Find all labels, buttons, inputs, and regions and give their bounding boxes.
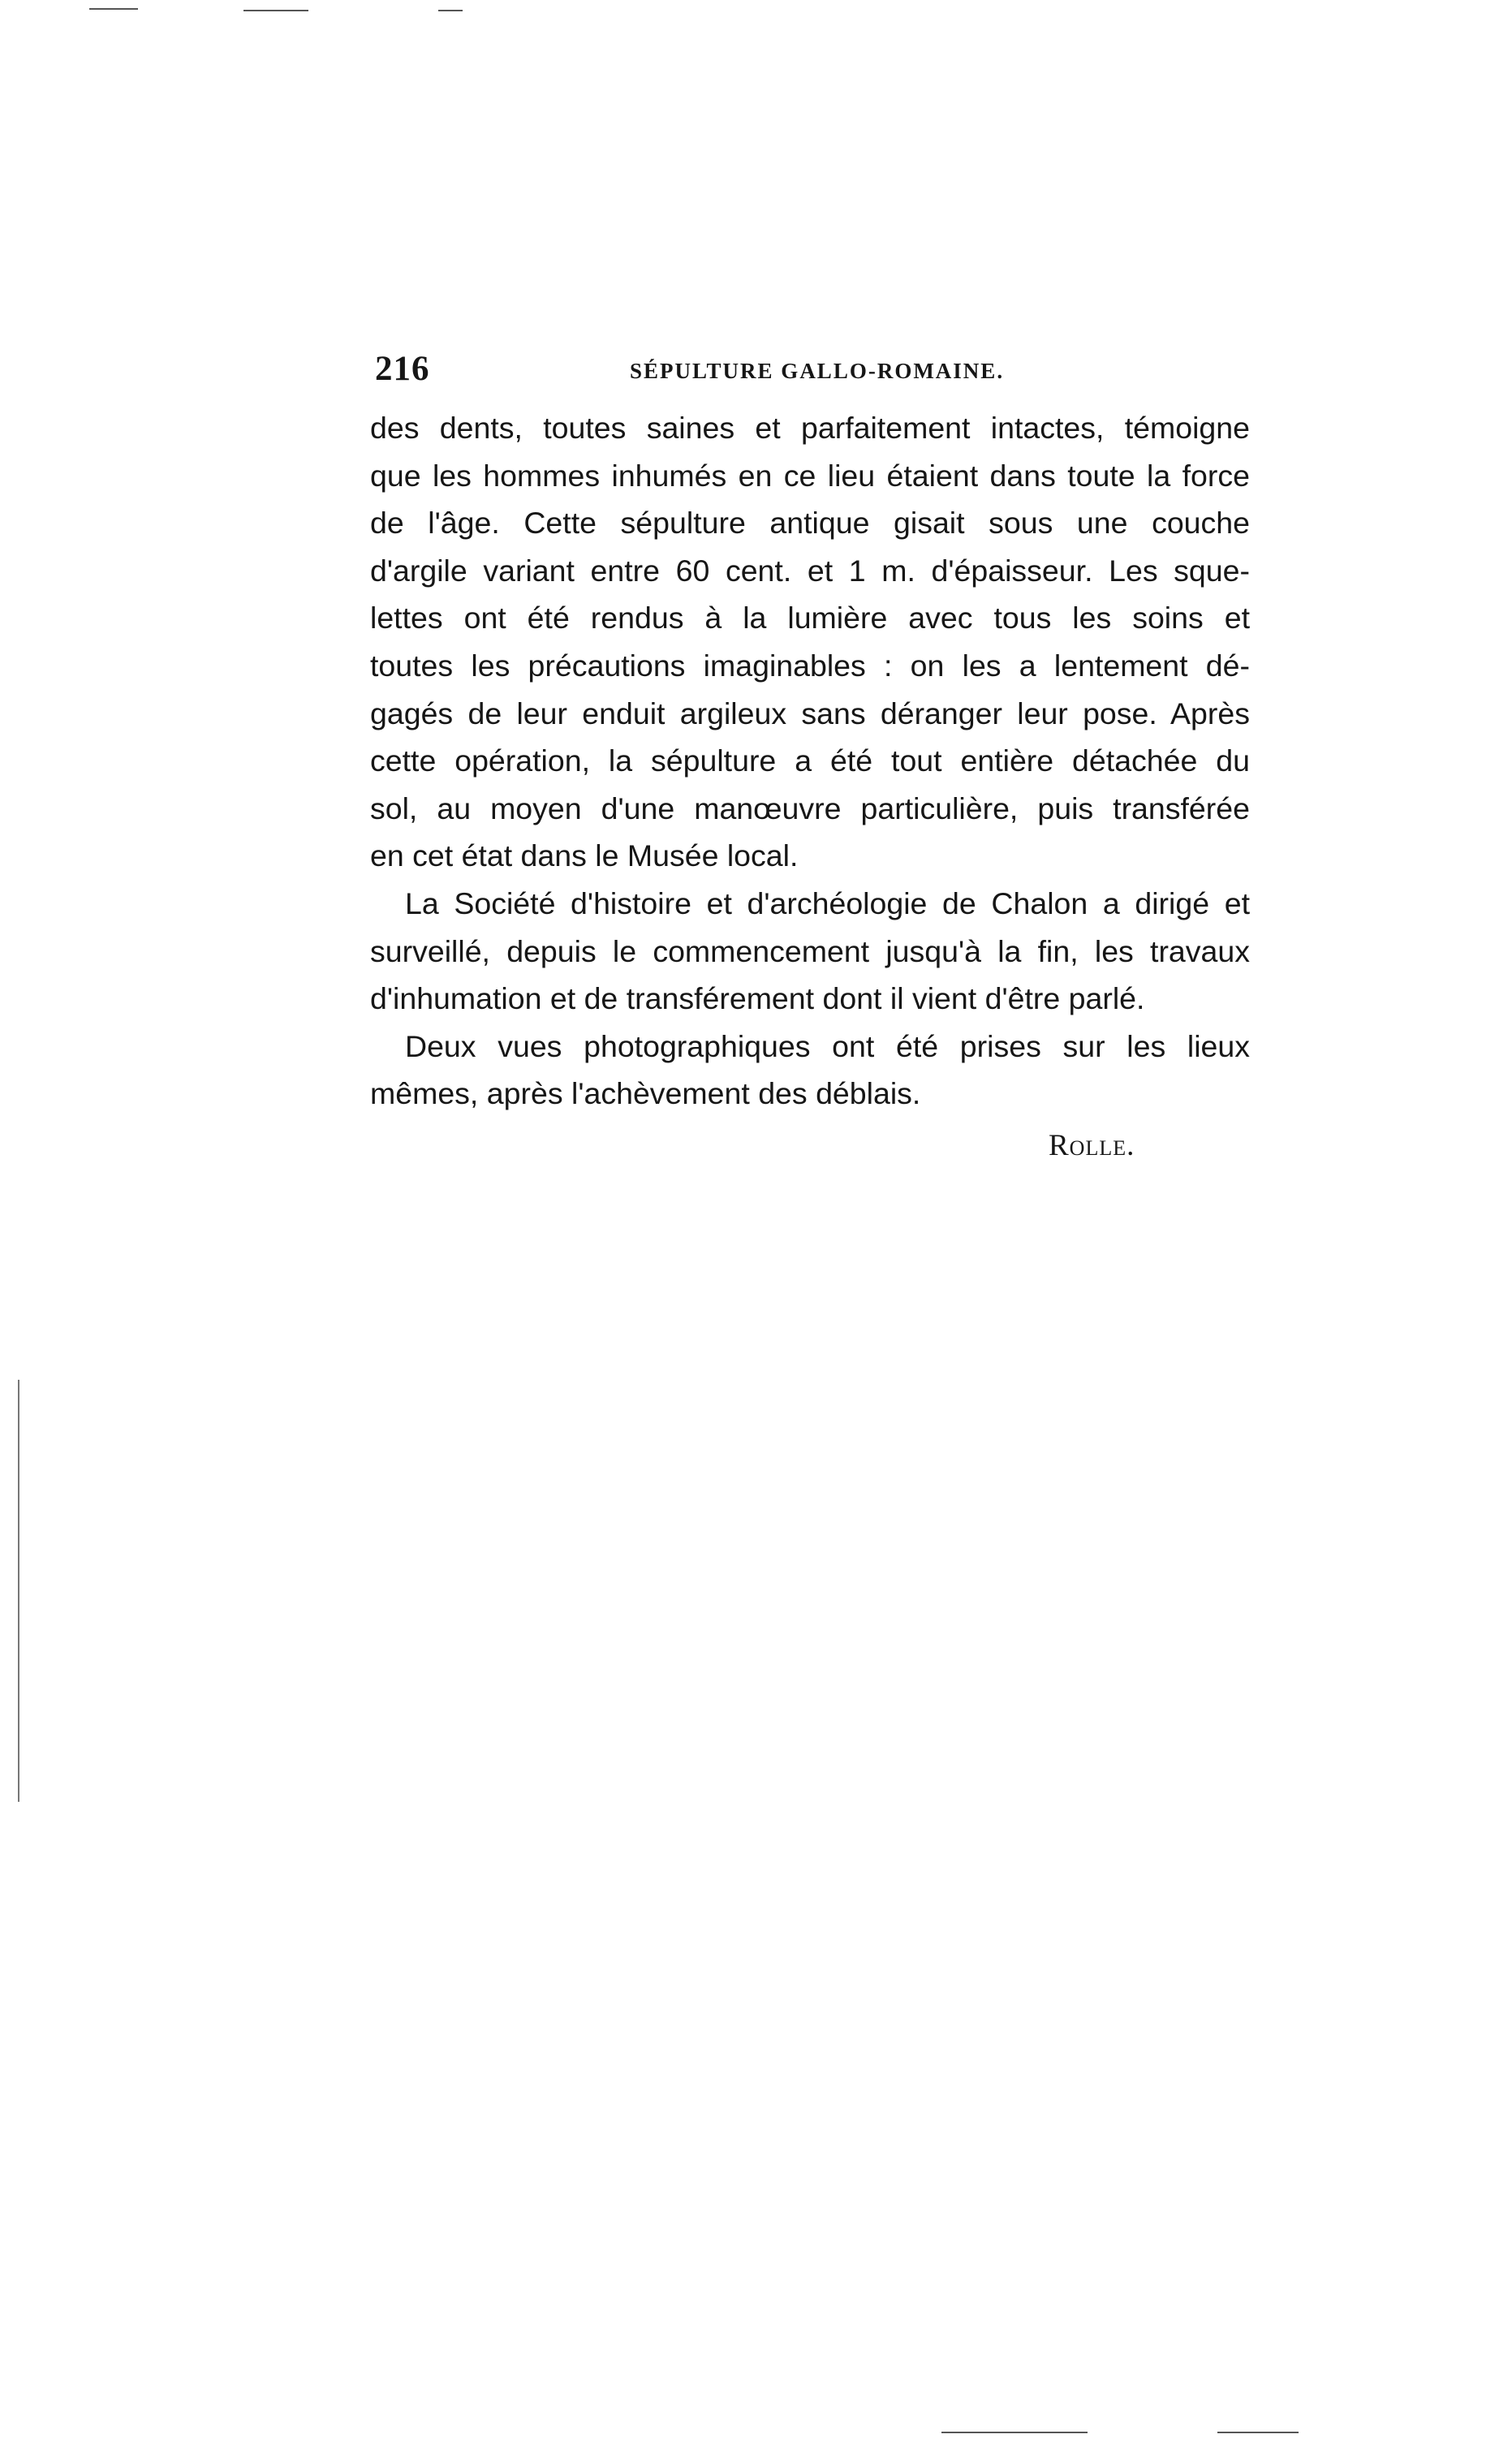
paragraph bbox=[370, 1023, 1250, 1118]
text-line: d'argile variant entre 60 cent. et 1 m. d'épaisseur. Les sque- bbox=[370, 553, 1250, 588]
text-line: sol, au moyen d'une manœuvre particulière, puis transférée bbox=[370, 791, 1250, 825]
text-line: en cet état dans le Musée local. bbox=[370, 838, 799, 873]
scan-artifact-left-edge bbox=[18, 1380, 19, 1802]
text-line: surveillé, depuis le commencement jusqu'à la fin, les travaux bbox=[370, 933, 1250, 968]
scan-artifact-top bbox=[89, 8, 138, 10]
paragraph bbox=[370, 404, 1250, 880]
scan-artifact-top bbox=[243, 10, 308, 11]
page-header bbox=[375, 349, 1268, 398]
body-text bbox=[370, 404, 1250, 1118]
text-line: gagés de leur enduit argileux sans déranger leur pose. Après bbox=[370, 696, 1250, 730]
text-line: mêmes, après l'achèvement des déblais. bbox=[370, 1076, 921, 1111]
text-line: toutes les précautions imaginables : on les a lentement dé- bbox=[370, 648, 1250, 683]
text-line: des dents, toutes saines et parfaitement intactes, témoigne bbox=[370, 411, 1250, 445]
scan-artifact-bottom bbox=[1217, 2432, 1299, 2433]
text-line: de l'âge. Cette sépulture antique gisait sous une couche bbox=[370, 506, 1250, 541]
author-signature: Rolle. bbox=[1049, 1129, 1135, 1162]
paragraph bbox=[370, 880, 1250, 1023]
page-number: 216 bbox=[375, 350, 430, 388]
text-line: La Société d'histoire et d'archéologie de Chalon a dirigé et bbox=[405, 885, 1250, 920]
text-line: lettes ont été rendus à la lumière avec tous les soins et bbox=[370, 601, 1250, 636]
text-line: que les hommes inhumés en ce lieu étaient dans toute la force bbox=[370, 458, 1250, 493]
text-line: d'inhumation et de transférement dont il vient d'être parlé. bbox=[370, 981, 1145, 1016]
text-line: cette opération, la sépulture a été tout entière détachée du bbox=[370, 743, 1250, 778]
scan-artifact-top bbox=[438, 10, 463, 11]
text-line: Deux vues photographiques ont été prises sur les lieux bbox=[405, 1028, 1250, 1063]
running-title: SÉPULTURE GALLO-ROMAINE. bbox=[630, 359, 1005, 383]
scan-artifact-bottom bbox=[941, 2432, 1088, 2433]
